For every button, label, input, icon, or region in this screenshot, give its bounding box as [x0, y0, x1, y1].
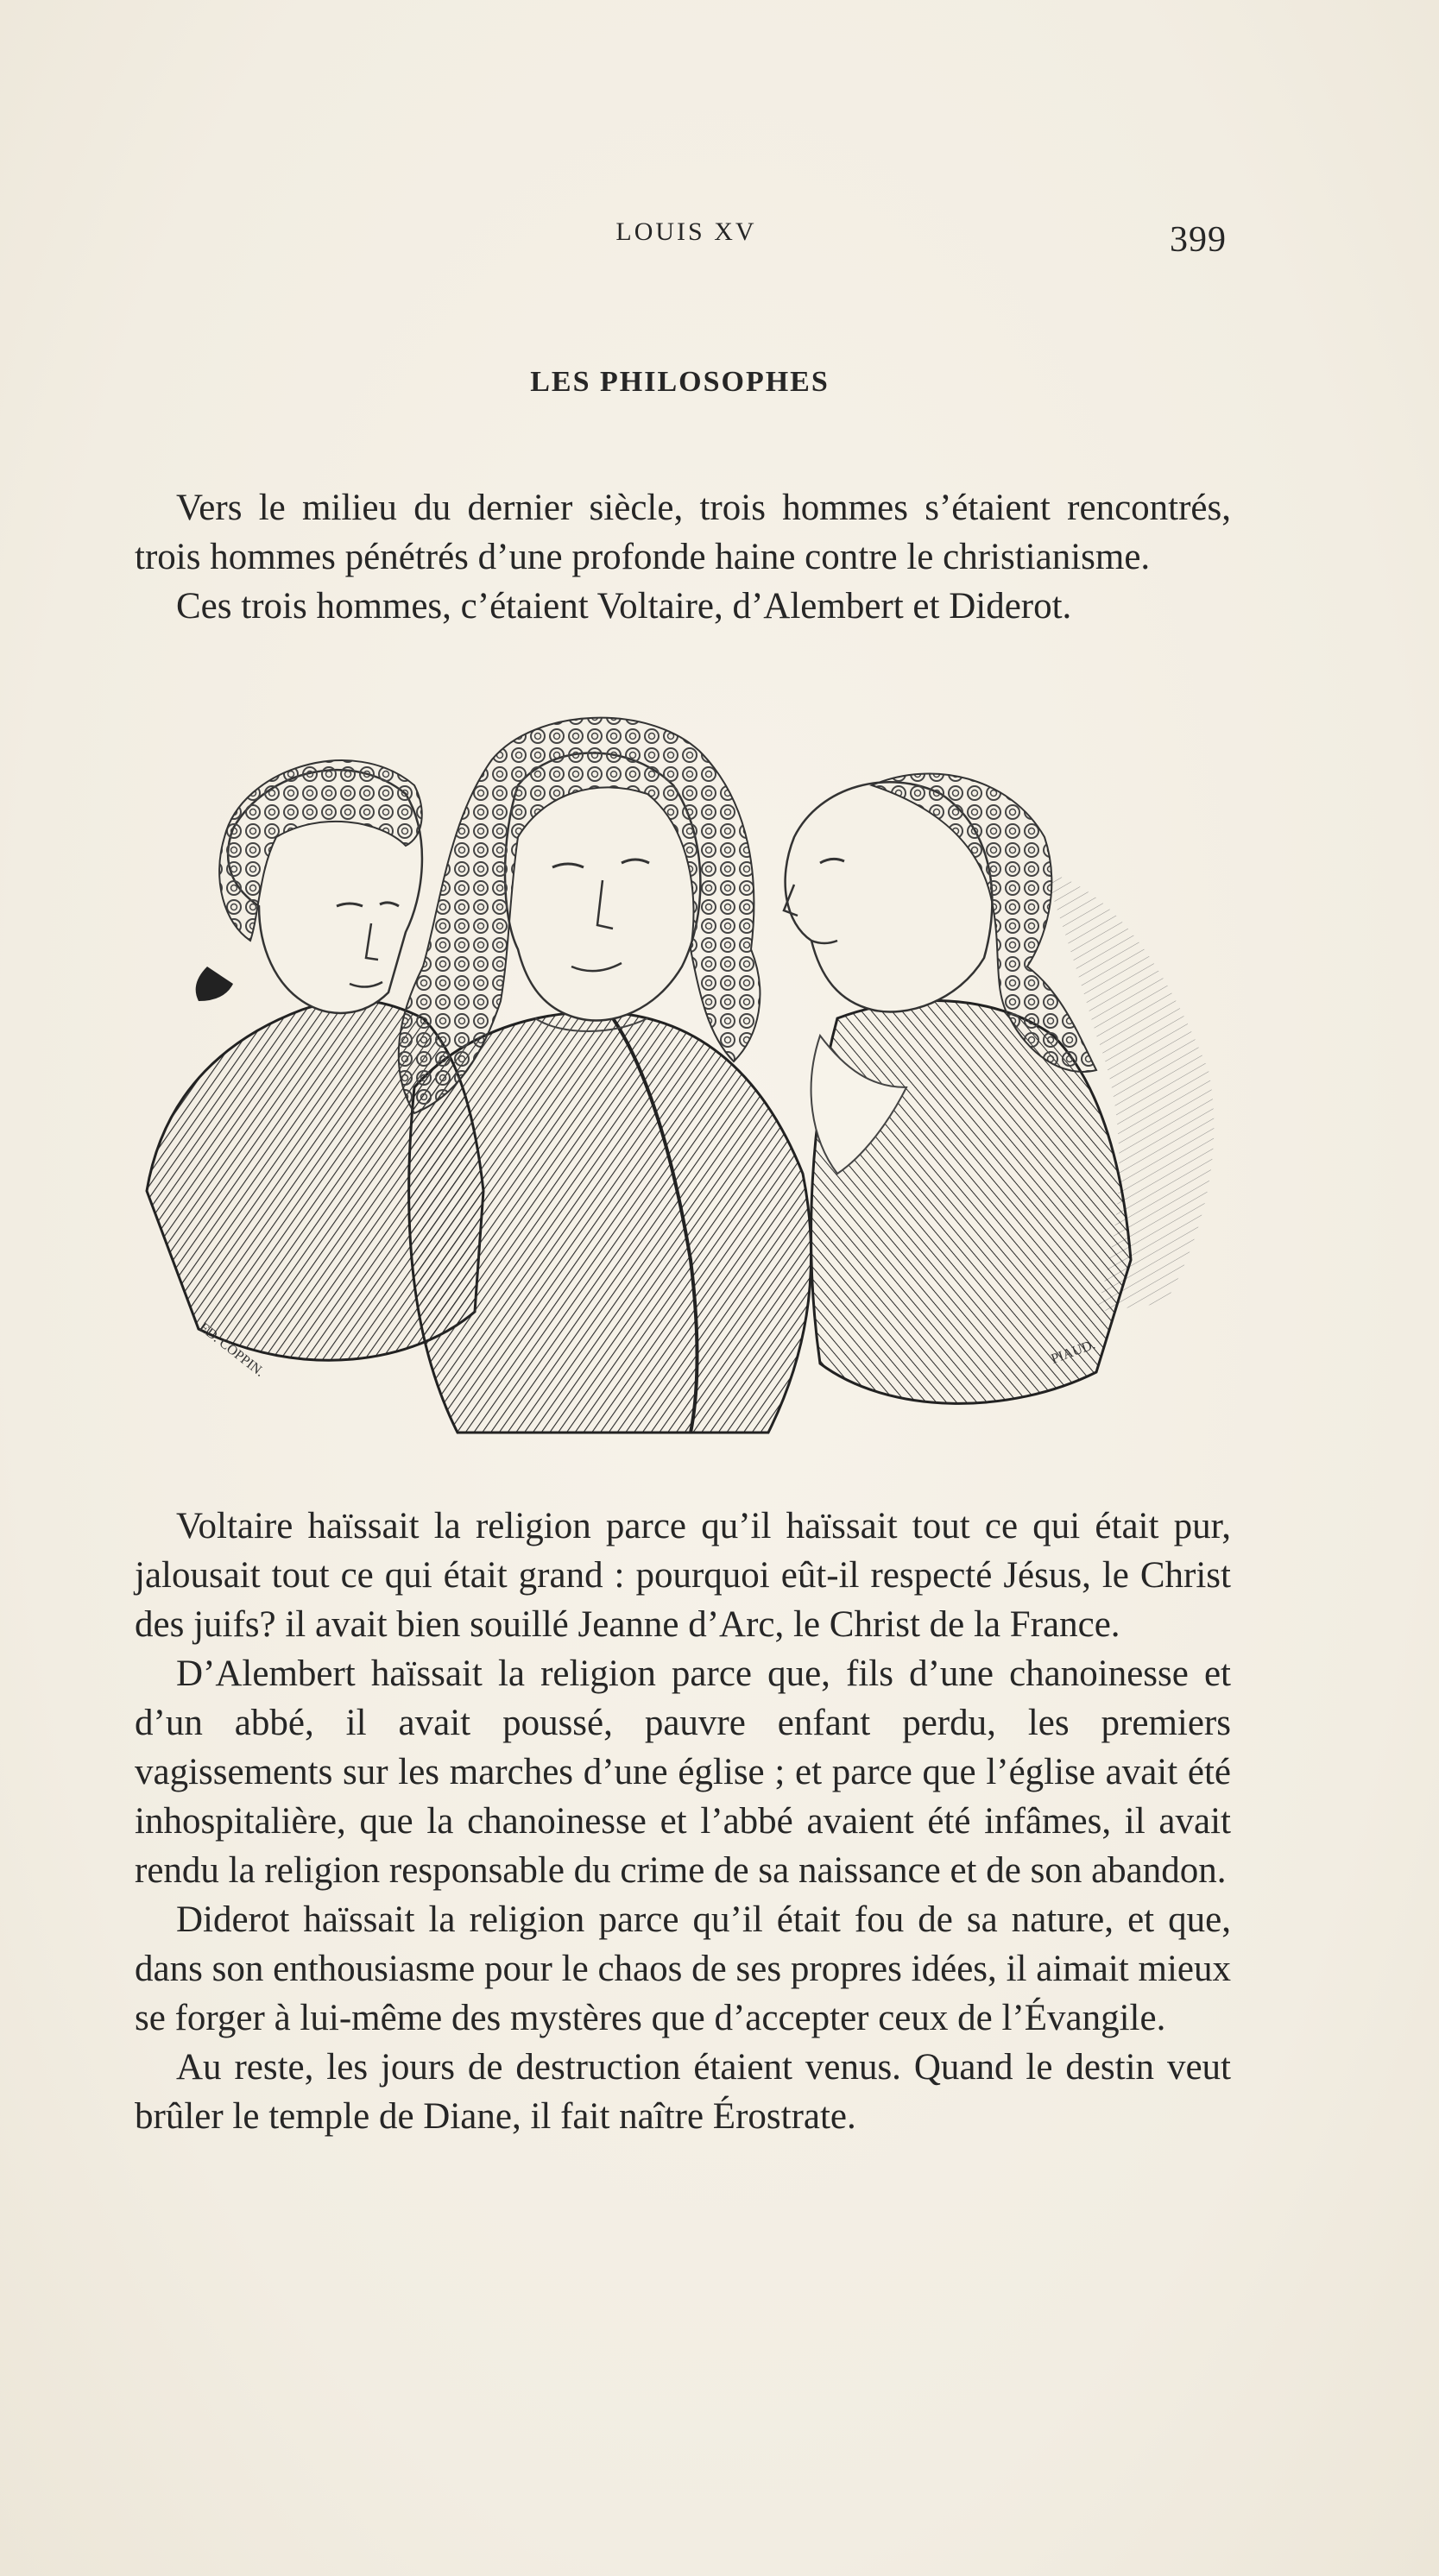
paragraph: Au reste, les jours de destruction étaient venus. Quand le destin veut brûler le temple de Diane, il fait naître Érostrate. — [135, 2047, 1231, 2137]
portrait-center — [399, 718, 811, 1433]
chapter-title: LES PHILOSOPHES — [530, 366, 830, 398]
paragraph: Vers le milieu du dernier siècle, trois hommes s’étaient rencontrés, trois hommes pénétrés d’une profonde haine contre le christianisme. — [135, 488, 1231, 577]
running-head — [0, 217, 1439, 260]
portrait-right — [784, 774, 1131, 1404]
page-number: 399 — [1170, 220, 1227, 260]
engraving-portraits-icon — [129, 708, 1234, 1450]
paragraph: Ces trois hommes, c’étaient Voltaire, d’Alembert et Diderot. — [176, 586, 1072, 627]
text-block-bottom — [135, 1502, 1231, 2141]
signature-right: PIAUD. — [1049, 1337, 1098, 1367]
text-block-top — [135, 483, 1231, 631]
paragraph: D’Alembert haïssait la religion parce que, fils d’une chanoinesse et d’un abbé, il avait poussé, pauvre enfant perdu, les premiers vagissements sur les marches d’une église ; et parce que l’église avait été inhospitalière, que la chanoinesse et l’abbé avaient été infâmes, il avait rendu la religion responsable du crime de sa naissance et de son abandon. — [135, 1653, 1231, 1891]
running-title: LOUIS XV — [615, 217, 757, 246]
paragraph: Voltaire haïssait la religion parce qu’il haïssait tout ce qui était pur, jalousait tout ce qui était grand : pourquoi eût-il respecté Jésus, le Christ des juifs? il avait bien souillé Jeanne d’Arc, le Christ de la France. — [135, 1506, 1231, 1645]
paragraph: Diderot haïssait la religion parce qu’il était fou de sa nature, et que, dans son enthousiasme pour le chaos de ses propres idées, il aimait mieux se forger à lui-même des mystères que d’accepter ceux de l’Évangile. — [135, 1899, 1231, 2038]
signature-left: ED. COPPIN. — [196, 1319, 268, 1380]
